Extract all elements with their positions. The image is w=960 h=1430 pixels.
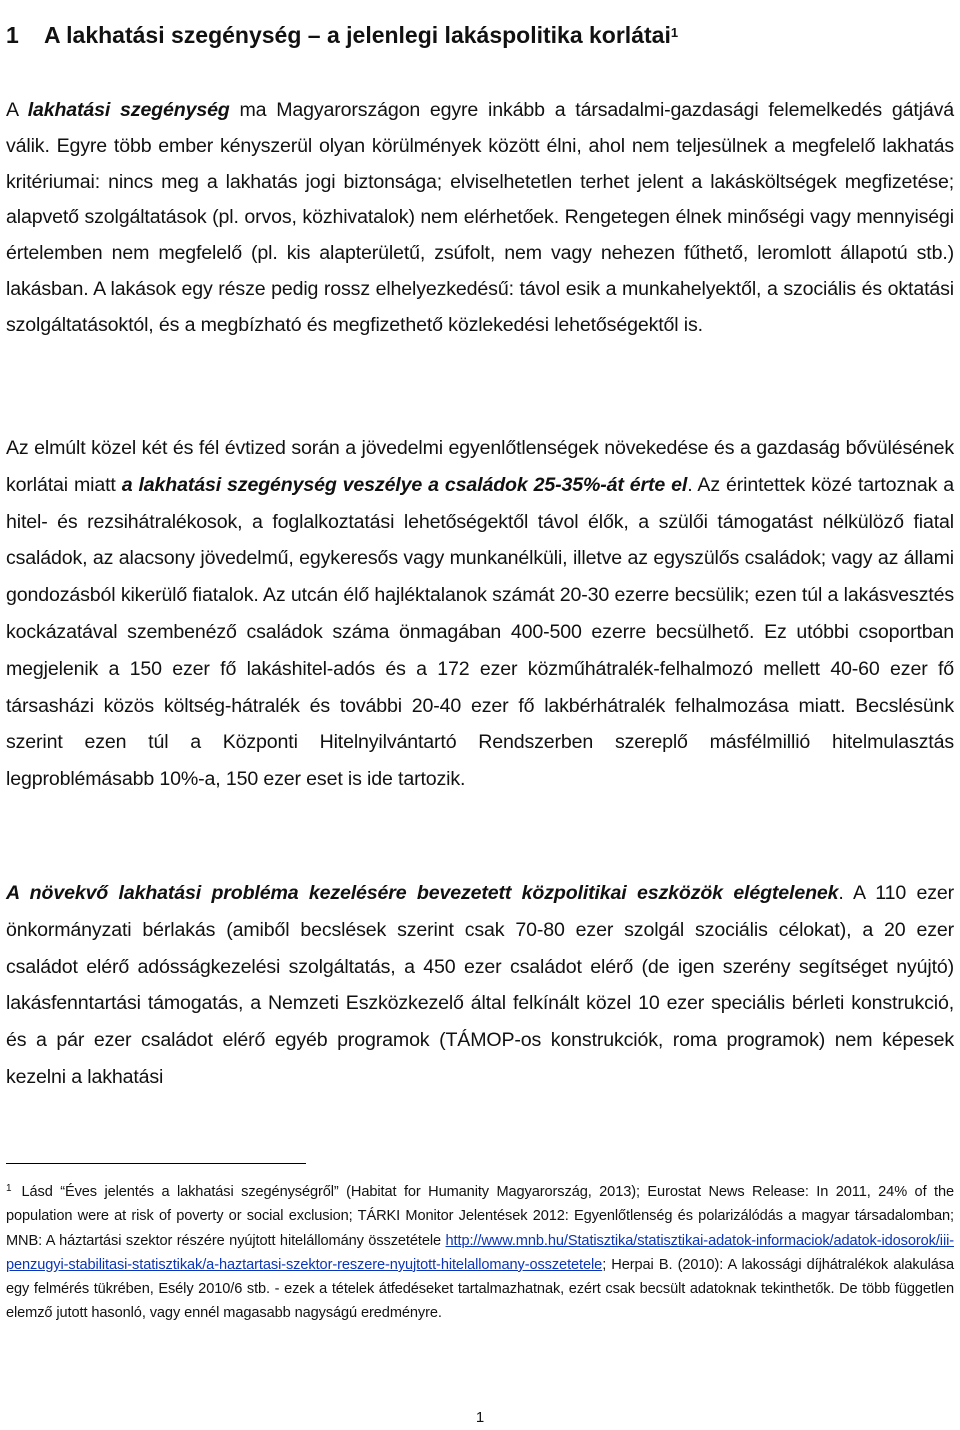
footnote-reference[interactable]: 1	[670, 25, 679, 41]
emphasized-statement: a lakhatási szegénység veszélye a családok 25-35%-át érte el	[121, 473, 688, 496]
footnote: $^1$ Lásd “Éves jelentés a lakhatási szegénységről” (Habitat for Humanity Magyarország, 2013); Eurostat News Release: In 2011, 24% of the population were at risk of poverty or social exclusion; TÁRKI Monitor Jelentések 2012: Egyenlőtlenség és polarizálódás a magyar társadalomban; MNB: A háztartási szektor részére nyújtott hitelállomány összetétele http://www.mnb.hu/Statisztika/statisztikai-adatok-informaciok/adatok-idosorok/iii-penzugyi-stabilitasi-statisztikak/a-haztartasi-szektor-reszere-nyujtott-hitelallomany-osszetetele; Herpai B. (2010): A lakossági díjhátralékok alakulása egy felmérés tükrében, Esély 2010/6 stb. - ezek a tételek átfedéseket tartalmazhatnak, ezért csak becsült adatoknak tekinthetők. De több független elemző jutott hasonló, vagy ennél magasabb nagyságú eredményre.	[6, 1183, 954, 1322]
page-number: 1	[475, 1409, 485, 1426]
paragraph-policy-tools: A növekvő lakhatási probléma kezelésére bevezetett közpolitikai eszközök elégtelenek. A 110 ezer önkormányzati bérlakás (amiből becslések szerint csak 70-80 ezer szolgál szociális célokat), a 20 ezer családot elérő adósságkezelési szolgáltatás, a 450 ezer családot elérő (de igen szerény segítséget nyújtó) lakásfenntartási támogatás, a Nemzeti Eszközkezelő által felkínált közel 10 ezer speciális bérleti konstrukció, és a pár ezer családot elérő egyéb programok (TÁMOP-os konstrukciók, roma programok) nem képesek kezelni a lakhatási	[6, 882, 954, 1088]
section-heading	[6, 19, 678, 51]
section-number: 1	[6, 22, 19, 49]
footnote-separator	[6, 1163, 306, 1164]
footnote-marker: 1	[6, 1183, 12, 1194]
paragraph-housing-poverty: A lakhatási szegénység ma Magyarországon egyre inkább a társadalmi-gazdasági felemelkedés gátjává válik. Egyre több ember kényszerül olyan körülmények között élni, ahol nem teljesülnek a megfelelő lakhatás kritériumai: nincs meg a lakhatás jogi biztonsága; elviselhetetlen terhet jelent a lakásköltségek megfizetése; alapvető szolgáltatások (pl. orvos, közhivatalok) nem elérhetőek. Rengetegen élnek minőségi vagy mennyiségi értelemben nem megfelelő (pl. kis alapterületű, zsúfolt, nem vagy nehezen fűthető, leromlott állapotú stb.) lakásban. A lakások egy része pedig rossz elhelyezkedésű: távol esik a munkahelyektől, a szociális és oktatási szolgáltatásoktól, és a megbízható és megfizethető közlekedési lehetőségektől is.	[6, 99, 954, 336]
emphasized-statement: A növekvő lakhatási probléma kezelésére bevezetett közpolitikai eszközök elégtelenek	[6, 882, 839, 904]
key-term: lakhatási szegénység	[27, 99, 230, 121]
paragraph-affected-groups: Az elmúlt közel két és fél évtized során a jövedelmi egyenlőtlenségek növekedése és a gazdaság bővülésének korlátai miatt a lakhatási szegénység veszélye a családok 25-35%-át érte el. Az érintettek közé tartoznak a hitel- és rezsihátralékosok, a foglalkoztatási lehetőségektől távol élők, a szülői támogatást nélkülöző fiatal családok, az alacsony jövedelmű, egykeresős vagy munkanélküli, illetve az egyszülős családok; vagy az állami gondozásból kikerülő fiatalok. Az utcán élő hajléktalanok számát 20-30 ezerre becsülik; ezen túl a lakásvesztés kockázatával szembenéző családok száma önmagában 400-500 ezerre becsülhető. Ez utóbbi csoportban megjelenik a 150 ezer fő lakáshitel-adós és a 172 ezer közműhátralék-felhalmozó mellett 40-60 ezer fő társasházi közös költség-hátralék és további 20-40 ezer fő lakbérhátralék felhalmozása miatt. Becslésünk szerint ezen túl a Központi Hitelnyilvántartó Rendszerben szereplő másfélmillió hitelmulasztás legproblémásabb 10%-a, 150 ezer eset is ide tartozik.	[6, 437, 954, 791]
section-title: A lakhatási szegénység – a jelenlegi lakáspolitika korlátai	[44, 22, 671, 49]
footnote-link[interactable]: http://www.mnb.hu/Statisztika/statisztikai-adatok-informaciok/adatok-idosorok/iii-penzugyi-stabilitasi-statisztikak/a-haztartasi-szektor-reszere-nyujtott-hitelallomany-osszetetele	[6, 1232, 954, 1273]
